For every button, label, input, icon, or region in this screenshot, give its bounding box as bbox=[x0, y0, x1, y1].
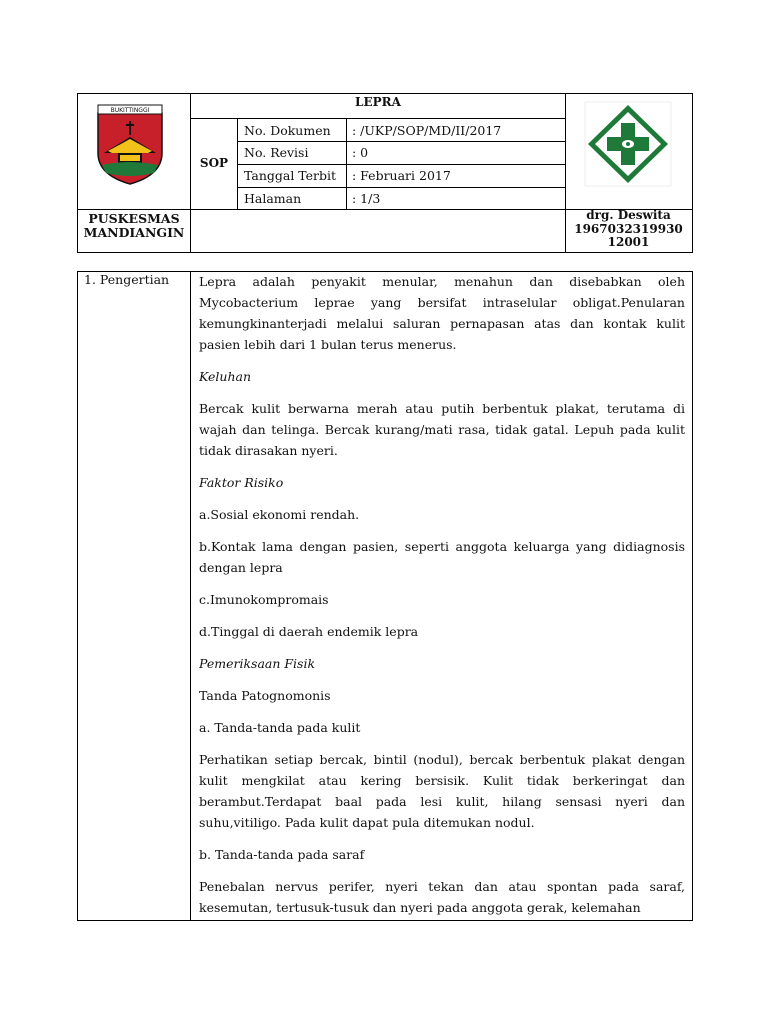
paragraph: d.Tinggal di daerah endemik lepra bbox=[199, 624, 419, 639]
issue-date-label: Tanggal Terbit bbox=[244, 168, 337, 183]
subheading: Keluhan bbox=[199, 369, 252, 384]
table-border bbox=[237, 164, 566, 165]
paragraph: Bercak kulit berwarna merah atau putih berbentuk plakat, terutama di wajah dan telinga. Bercak kurang/mati rasa, tidak gatal. Lepuh pada kulit tidak dirasakan nyeri. bbox=[199, 401, 685, 458]
section-body bbox=[199, 271, 685, 921]
page-label: Halaman bbox=[244, 191, 302, 206]
paragraph: a. Tanda-tanda pada kulit bbox=[199, 720, 361, 735]
doc-number-label: No. Dokumen bbox=[244, 123, 331, 138]
paragraph: b. Tanda-tanda pada saraf bbox=[199, 847, 365, 862]
signatory-block bbox=[565, 209, 692, 250]
doc-number-value: : /UKP/SOP/MD/II/2017 bbox=[352, 123, 502, 138]
table-border bbox=[237, 118, 238, 210]
revision-value: : 0 bbox=[352, 145, 369, 160]
puskesmas-logo bbox=[584, 101, 672, 187]
document-title: LEPRA bbox=[355, 95, 401, 109]
org-name-line1: PUSKESMAS bbox=[88, 211, 180, 226]
paragraph: Lepra adalah penyakit menular, menahun dan disebabkan oleh Mycobacterium leprae yang bersifat intraselular obligat.Penularan kemungkinanterjadi melalui saluran pernapasan atas dan kontak kulit pasien lebih dari 1 bulan terus menerus. bbox=[199, 274, 685, 352]
paragraph: Penebalan nervus perifer, nyeri tekan dan atau spontan pada saraf, kesemutan, tertusuk-tusuk dan nyeri pada anggota gerak, kelemahan bbox=[199, 879, 685, 915]
logo-left-text: BUKITTINGGI bbox=[110, 107, 150, 114]
paragraph: c.Imunokompromais bbox=[199, 592, 329, 607]
table-border bbox=[346, 118, 347, 210]
table-border bbox=[190, 118, 566, 119]
paragraph: Tanda Patognomonis bbox=[199, 688, 331, 703]
org-name-line2: MANDIANGIN bbox=[83, 225, 185, 240]
bukittinggi-emblem-logo bbox=[90, 101, 170, 186]
paragraph: a.Sosial ekonomi rendah. bbox=[199, 507, 360, 522]
revision-label: No. Revisi bbox=[244, 145, 309, 160]
table-border bbox=[237, 141, 566, 142]
table-border bbox=[77, 271, 78, 921]
issue-date-value: : Februari 2017 bbox=[352, 168, 451, 183]
subheading: Faktor Risiko bbox=[199, 475, 284, 490]
page-value: : 1/3 bbox=[352, 191, 381, 206]
subheading: Pemeriksaan Fisik bbox=[199, 656, 316, 671]
organization-name bbox=[77, 212, 191, 240]
signatory-nip-line1: 1967032319930 bbox=[574, 221, 683, 236]
paragraph: Perhatikan setiap bercak, bintil (nodul), bercak berbentuk plakat dengan kulit mengkilat atau kering bersisik. Kulit tidak berkeringat dan berambut.Terdapat baal pada lesi kulit, hilang sensasi nyeri dan suhu,vitiligo. Pada kulit dapat pula ditemukan nodul. bbox=[199, 752, 685, 830]
sop-label: SOP bbox=[199, 156, 229, 170]
signatory-nip-line2: 12001 bbox=[607, 235, 650, 249]
table-border bbox=[190, 271, 191, 921]
section-label-pengertian: 1. Pengertian bbox=[84, 272, 170, 287]
table-border bbox=[237, 187, 566, 188]
table-border bbox=[692, 271, 693, 921]
table-border bbox=[77, 252, 693, 253]
table-border bbox=[692, 93, 693, 253]
paragraph: b.Kontak lama dengan pasien, seperti anggota keluarga yang didiagnosis dengan lepra bbox=[199, 539, 685, 575]
signatory-name: drg. Deswita bbox=[586, 208, 671, 222]
